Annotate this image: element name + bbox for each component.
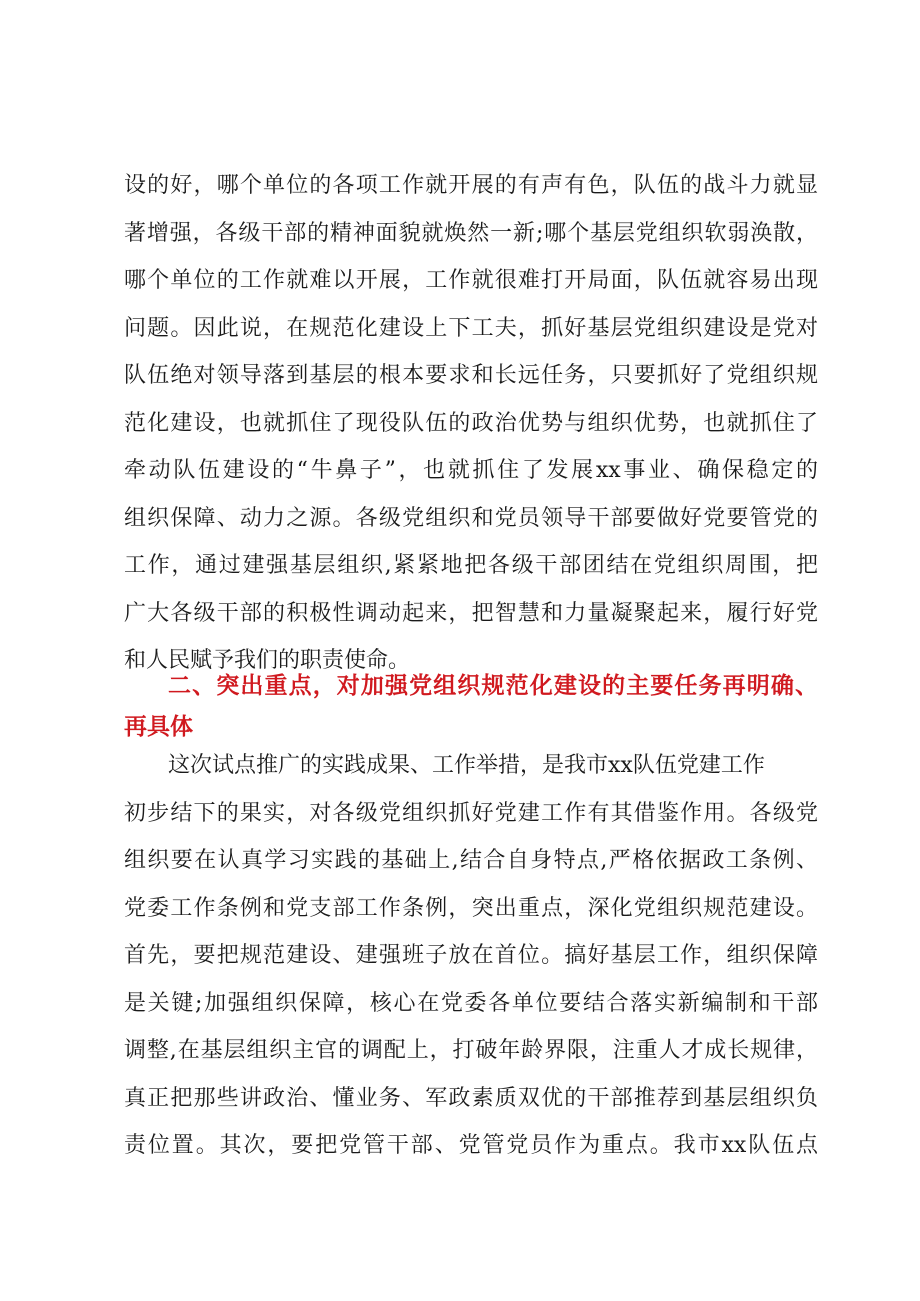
paragraph-2-line: 调整,在基层组织主官的调配上，打破年龄界限，注重人才成长规律， [124, 1038, 818, 1063]
paragraph-2-line: 首先，要把规范建设、建强班子放在首位。搞好基层工作，组织保障 [124, 943, 818, 968]
paragraph-1-line: 范化建设，也就抓住了现役队伍的政治优势与组织优势，也就抓住了 [124, 410, 818, 436]
paragraph-2-line: 责位置。其次，要把党管干部、党管党员作为重点。我市xx队伍点 [124, 1133, 818, 1158]
paragraph-2-line: 真正把那些讲政治、懂业务、军政素质双优的干部推荐到基层组织负 [124, 1085, 818, 1111]
paragraph-2-line: 组织要在认真学习实践的基础上,结合自身特点,严格依据政工条例、 [124, 848, 818, 873]
paragraph-1-line: 组织保障、动力之源。各级党组织和党员领导干部要做好党要管党的 [124, 505, 818, 531]
paragraph-1-line: 哪个单位的工作就难以开展，工作就很难打开局面，队伍就容易出现 [124, 268, 818, 293]
paragraph-1-line: 牵动队伍建设的“牛鼻子”，也就抓住了发展xx事业、确保稳定的 [124, 458, 818, 483]
paragraph-1-line: 工作，通过建强基层组织,紧紧地把各级干部团结在党组织周围，把 [124, 553, 818, 578]
paragraph-1-line: 设的好，哪个单位的各项工作就开展的有声有色，队伍的战斗力就显 [124, 173, 818, 198]
paragraph-2-line: 初步结下的果实，对各级党组织抓好党建工作有其借鉴作用。各级党 [124, 800, 818, 826]
section-heading-2 [124, 666, 818, 748]
section-heading-line: 再具体 [124, 714, 193, 740]
paragraph-1-line: 队伍绝对领导落到基层的根本要求和长远任务，只要抓好了党组织规 [124, 363, 818, 388]
paragraph-1-line: 问题。因此说，在规范化建设上下工夫，抓好基层党组织建设是党对 [124, 315, 818, 341]
paragraph-2-line: 是关键;加强组织保障，核心在党委各单位要结合落实新编制和干部 [124, 990, 818, 1016]
paragraph-2-line: 党委工作条例和党支部工作条例，突出重点，深化党组织规范建设。 [124, 895, 818, 921]
paragraph-2 [124, 742, 818, 1170]
paragraph-1-line: 广大各级干部的积极性调动起来，把智慧和力量凝聚起来，履行好党 [124, 600, 818, 626]
paragraph-1-line: 著增强，各级干部的精神面貌就焕然一新;哪个基层党组织软弱涣散， [124, 220, 818, 246]
paragraph-1 [124, 162, 818, 685]
paragraph-1-line: 和人民赋予我们的职责使命。 [124, 648, 411, 673]
section-heading-line: 二、突出重点，对加强党组织规范化建设的主要任务再明确、 [168, 673, 818, 699]
paragraph-2-line: 这次试点推广的实践成果、工作举措，是我市xx队伍党建工作 [168, 753, 765, 778]
